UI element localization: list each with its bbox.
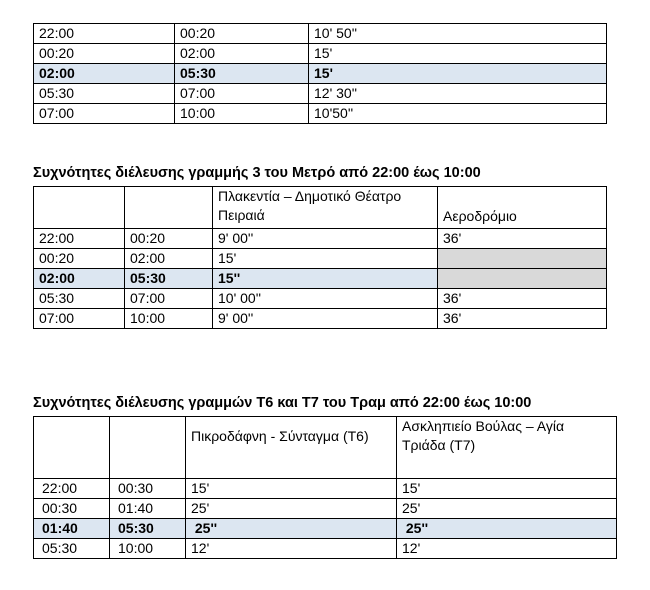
table-header-row xyxy=(34,187,607,229)
table-row-highlighted xyxy=(34,64,607,84)
table-row xyxy=(34,229,607,249)
time-from: 22:00 xyxy=(34,229,125,249)
table-row xyxy=(34,249,607,269)
time-from: 05:30 xyxy=(34,84,175,104)
frequency-t7: 12' xyxy=(397,539,617,559)
frequency-t6: 12' xyxy=(186,539,397,559)
frequency-t6: 25' xyxy=(186,499,397,519)
table-row xyxy=(34,84,607,104)
frequency-t7: 15' xyxy=(397,479,617,499)
table-row xyxy=(34,309,607,329)
frequency: 10'50'' xyxy=(309,104,607,124)
time-to: 02:00 xyxy=(125,249,213,269)
tram-t6-t7-table xyxy=(33,416,617,559)
column-header-airport: Αεροδρόμιο xyxy=(438,187,607,229)
frequency-t7: 25'' xyxy=(397,519,617,539)
time-to: 07:00 xyxy=(125,289,213,309)
time-from: 07:00 xyxy=(34,104,175,124)
time-from: 00:20 xyxy=(34,249,125,269)
frequency-airport: 36' xyxy=(438,289,607,309)
time-to: 10:00 xyxy=(110,539,186,559)
empty-header-cell xyxy=(125,187,213,229)
frequency-plakentia: 15'' xyxy=(213,269,438,289)
column-header-t6: Πικροδάφνη - Σύνταγμα (Τ6) xyxy=(186,417,397,479)
frequency: 15' xyxy=(309,64,607,84)
column-header-plakentia: Πλακεντία – Δημοτικό Θέατρο Πειραιά xyxy=(213,187,438,229)
time-to: 07:00 xyxy=(175,84,309,104)
time-from: 00:30 xyxy=(34,499,110,519)
table-row xyxy=(34,289,607,309)
table-header-row xyxy=(34,417,617,479)
time-to: 01:40 xyxy=(110,499,186,519)
frequency-t7: 25' xyxy=(397,499,617,519)
table-row xyxy=(34,479,617,499)
time-to: 05:30 xyxy=(110,519,186,539)
table-row xyxy=(34,499,617,519)
empty-header-cell xyxy=(34,417,110,479)
table-row xyxy=(34,539,617,559)
metro-line-3-heading: Συχνότητες διέλευσης γραμμής 3 του Μετρό από 22:00 έως 10:00 xyxy=(33,165,481,181)
frequency-airport-empty xyxy=(438,249,607,269)
time-from: 02:00 xyxy=(34,64,175,84)
frequency-t6: 25'' xyxy=(186,519,397,539)
time-to: 05:30 xyxy=(125,269,213,289)
table-row xyxy=(34,104,607,124)
time-from: 05:30 xyxy=(34,289,125,309)
empty-header-cell xyxy=(34,187,125,229)
metro-line-3-table xyxy=(33,186,607,329)
time-to: 10:00 xyxy=(175,104,309,124)
table-row-highlighted xyxy=(34,269,607,289)
frequency: 15' xyxy=(309,44,607,64)
time-from: 22:00 xyxy=(34,479,110,499)
frequency: 12' 30'' xyxy=(309,84,607,104)
time-to: 05:30 xyxy=(175,64,309,84)
table-row-highlighted xyxy=(34,519,617,539)
time-from: 01:40 xyxy=(34,519,110,539)
frequency-plakentia: 9' 00'' xyxy=(213,309,438,329)
frequency-plakentia: 15' xyxy=(213,249,438,269)
table-row xyxy=(34,44,607,64)
frequency: 10' 50'' xyxy=(309,24,607,44)
time-from: 02:00 xyxy=(34,269,125,289)
time-from: 05:30 xyxy=(34,539,110,559)
frequency-plakentia: 10' 00'' xyxy=(213,289,438,309)
column-header-t7: Ασκληπιείο Βούλας – Αγία Τριάδα (Τ7) xyxy=(397,417,617,479)
table-1 xyxy=(33,23,607,124)
frequency-airport-empty xyxy=(438,269,607,289)
time-from: 22:00 xyxy=(34,24,175,44)
frequency-t6: 15' xyxy=(186,479,397,499)
empty-header-cell xyxy=(110,417,186,479)
time-to: 00:20 xyxy=(175,24,309,44)
table-row xyxy=(34,24,607,44)
time-from: 00:20 xyxy=(34,44,175,64)
frequency-airport: 36' xyxy=(438,309,607,329)
time-to: 00:20 xyxy=(125,229,213,249)
frequency-plakentia: 9' 00'' xyxy=(213,229,438,249)
frequency-airport: 36' xyxy=(438,229,607,249)
time-to: 10:00 xyxy=(125,309,213,329)
time-to: 02:00 xyxy=(175,44,309,64)
time-from: 07:00 xyxy=(34,309,125,329)
time-to: 00:30 xyxy=(110,479,186,499)
tram-t6-t7-heading: Συχνότητες διέλευσης γραμμών Τ6 και Τ7 του Τραμ από 22:00 έως 10:00 xyxy=(33,395,532,411)
